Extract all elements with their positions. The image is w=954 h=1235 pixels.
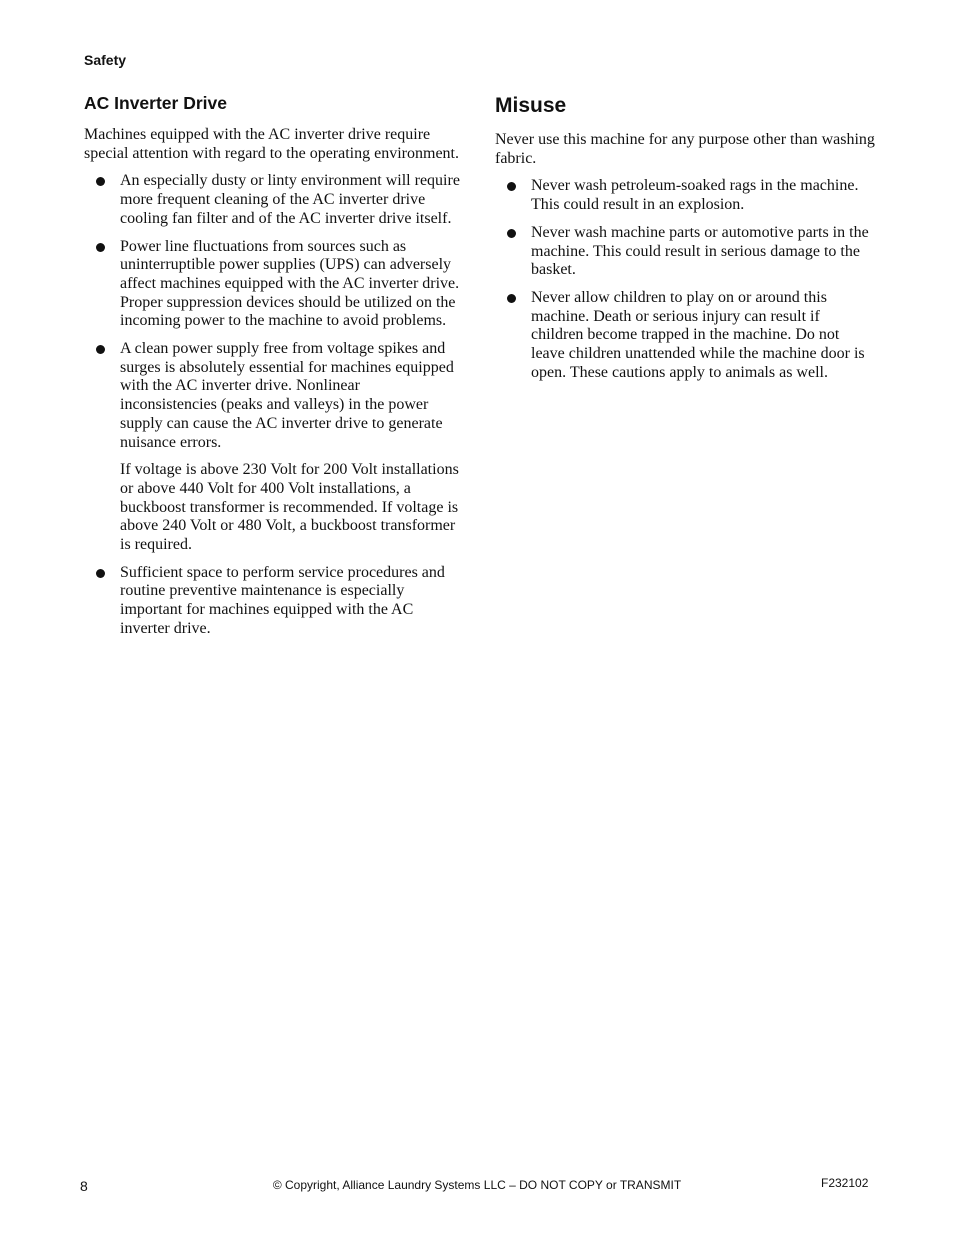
misuse-intro: Never use this machine for any purpose other than washing fabric. [495, 131, 875, 167]
bullet-icon [507, 294, 516, 303]
list-item-text: Never wash petroleum-soaked rags in the machine. This could result in an explosion. [531, 177, 859, 214]
bullet-icon [96, 177, 105, 186]
list-item-text: A clean power supply free from voltage spikes and surges is absolutely essential for machines equipped with the AC inverter drive. Nonlinear inconsistencies (peaks and valleys) in the power supply can cause the AC inverter drive to generate nuisance errors. [120, 340, 454, 451]
list-item-text: Never allow children to play on or around this machine. Death or serious injury can result if children become trapped in the machine. Do not leave children unattended while the machine door is open. These cautions apply to animals as well. [531, 288, 865, 381]
bullet-icon [507, 229, 516, 238]
list-item [84, 172, 460, 228]
list-item [495, 289, 875, 383]
misuse-bullet-list [495, 177, 875, 382]
list-item-text: An especially dusty or linty environment will require more frequent cleaning of the AC inverter drive cooling fan filter and of the AC inverter drive itself. [120, 172, 460, 227]
list-item [84, 340, 460, 555]
copyright-notice: © Copyright, Alliance Laundry Systems LLC – DO NOT COPY or TRANSMIT [272, 1178, 682, 1192]
ac-inverter-heading: AC Inverter Drive [84, 93, 227, 113]
list-item [84, 564, 460, 639]
list-item [495, 224, 875, 280]
page-footer [0, 1176, 954, 1200]
list-item [84, 238, 460, 332]
list-item-text: Sufficient space to perform service procedures and routine preventive maintenance is especially important for machines equipped with the AC inverter drive. [120, 563, 445, 637]
page-number: 8 [80, 1178, 88, 1194]
section-label: Safety [84, 52, 127, 68]
ac-inverter-bullet-list [84, 172, 460, 638]
list-item-note: If voltage is above 230 Volt for 200 Volt installations or above 440 Volt for 400 Volt installations, a buckboost transformer is recommended. If voltage is above 240 Volt or 480 Volt, a buckboost transformer is required. [120, 461, 459, 554]
bullet-icon [96, 243, 105, 252]
list-item [495, 177, 875, 214]
list-item-text: Never wash machine parts or automotive parts in the machine. This could result in serious damage to the basket. [531, 223, 869, 279]
document-id: F232102 [821, 1176, 869, 1190]
bullet-icon [507, 182, 516, 191]
bullet-icon [96, 569, 105, 578]
left-column [84, 92, 460, 648]
right-column [495, 92, 875, 391]
ac-inverter-intro: Machines equipped with the AC inverter drive require special attention with regard to the operating environment. [84, 126, 459, 162]
bullet-icon [96, 345, 105, 354]
misuse-heading: Misuse [495, 94, 567, 117]
list-item-text: Power line fluctuations from sources such as uninterruptible power supplies (UPS) can adversely affect machines equipped with the AC inverter drive. Proper suppression devices should be utilized on the incoming power to the machine to avoid problems. [120, 237, 460, 330]
